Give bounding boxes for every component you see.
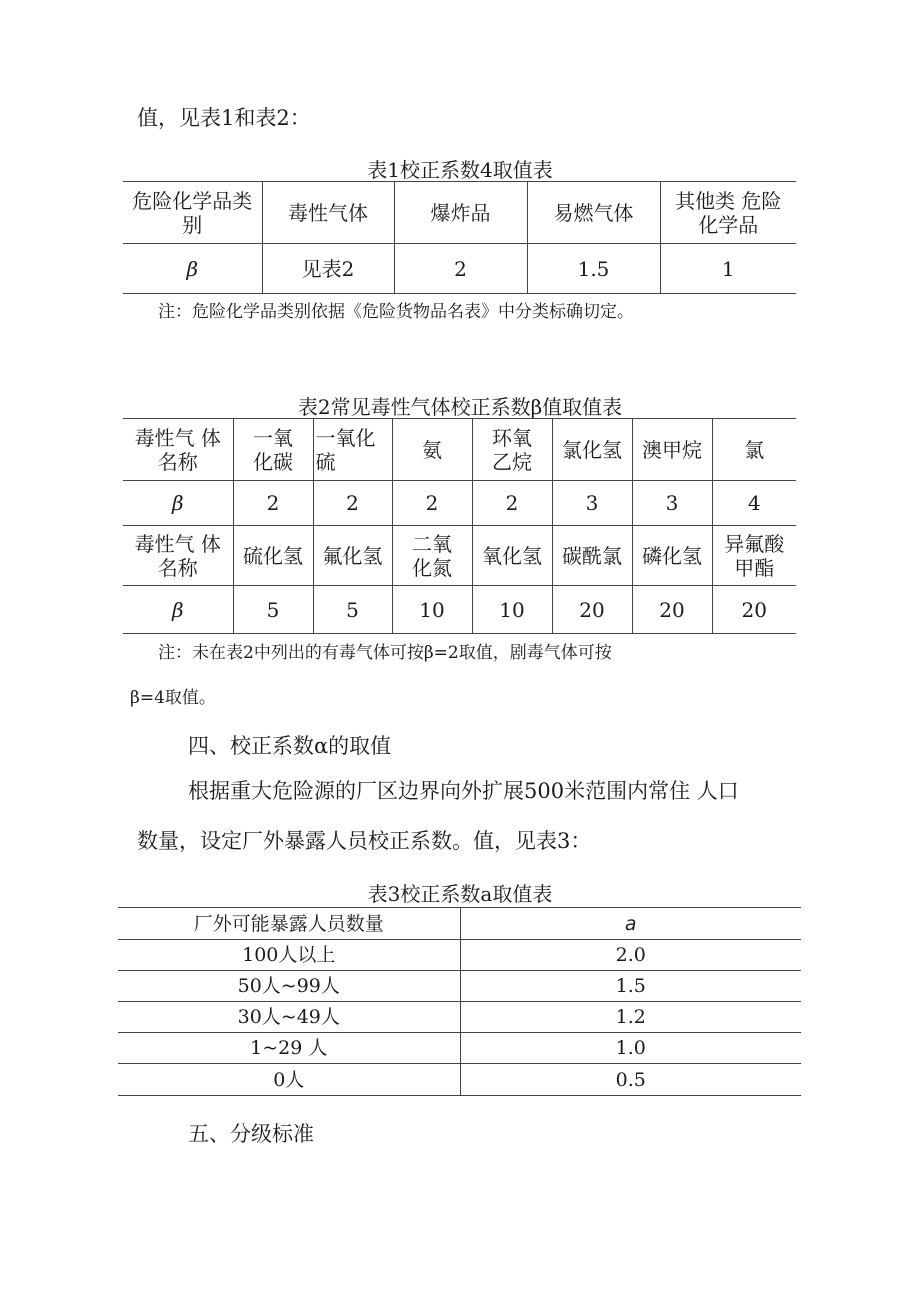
table2-header-cell: 毒性气 体名称 xyxy=(123,526,233,586)
table3-cell: 0.5 xyxy=(460,1064,801,1096)
table2-cell: β xyxy=(123,586,233,634)
table3-cell: 100人以上 xyxy=(118,940,460,971)
table2-cell: 20 xyxy=(552,586,632,634)
table2-header-cell: 氯 xyxy=(712,419,796,481)
table1-cell: 见表2 xyxy=(262,244,394,294)
table3-cell: 1.2 xyxy=(460,1002,801,1033)
table2-cell: 4 xyxy=(712,481,796,526)
table2 xyxy=(123,418,796,634)
table2-note-line2: β=4取值。 xyxy=(130,688,216,708)
table2-cell: 2 xyxy=(392,481,472,526)
table3-cell: 2.0 xyxy=(460,940,801,971)
table2-header-cell: 氧化氢 xyxy=(472,526,552,586)
table2-header-cell: 一氧化硫 xyxy=(313,419,392,481)
table1 xyxy=(123,181,796,294)
table1-cell: 1 xyxy=(660,244,796,294)
table2-cell: 5 xyxy=(233,586,313,634)
table3-cell: 1~29 人 xyxy=(118,1033,460,1064)
table1-cell: 1.5 xyxy=(527,244,660,294)
table2-cell: 10 xyxy=(472,586,552,634)
table2-header-cell: 二氧化氮 xyxy=(392,526,472,586)
section4-paragraph-line2: 数量，设定厂外暴露人员校正系数。值，见表3： xyxy=(137,829,592,853)
section4-paragraph-line1: 根据重大危险源的厂区边界向外扩展500米范围内常住 人口 xyxy=(188,779,739,803)
table2-cell: 20 xyxy=(632,586,712,634)
table2-caption: 表2常见毒性气体校正系数β值取值表 xyxy=(297,395,623,419)
table3-cell: 1.5 xyxy=(460,971,801,1002)
table2-header-cell: 硫化氢 xyxy=(233,526,313,586)
table2-header-cell: 环氧乙烷 xyxy=(472,419,552,481)
table2-header-cell: 碳酰氯 xyxy=(552,526,632,586)
table3-caption: 表3校正系数a取值表 xyxy=(367,882,553,906)
table3-header-cell: 厂外可能暴露人员数量 xyxy=(118,908,460,940)
table2-header-cell: 毒性气 体名称 xyxy=(123,419,233,481)
table2-cell: 2 xyxy=(313,481,392,526)
table1-header-cell: 危险化学品类别 xyxy=(123,182,262,244)
table2-cell: 2 xyxy=(233,481,313,526)
table3-cell: 30人~49人 xyxy=(118,1002,460,1033)
table3-header-cell: a xyxy=(460,908,801,940)
table2-header-cell: 一氧化碳 xyxy=(233,419,313,481)
table3 xyxy=(118,907,801,1096)
table2-cell: 3 xyxy=(552,481,632,526)
table2-header-cell: 氯化氢 xyxy=(552,419,632,481)
table2-header-cell: 澳甲烷 xyxy=(632,419,712,481)
table2-header-cell: 异氟酸甲酯 xyxy=(712,526,796,586)
table2-cell: 10 xyxy=(392,586,472,634)
table1-note: 注：危险化学品类别依据《危险货物品名表》中分类标确切定。 xyxy=(158,302,634,322)
table2-cell: 3 xyxy=(632,481,712,526)
table2-header-cell: 氨 xyxy=(392,419,472,481)
table2-note-line1: 注：未在表2中列出的有毒气体可按β=2取值，剧毒气体可按 xyxy=(158,643,612,663)
table1-caption: 表1校正系数4取值表 xyxy=(367,158,553,182)
table3-cell: 50人~99人 xyxy=(118,971,460,1002)
table2-header-cell: 磷化氢 xyxy=(632,526,712,586)
intro-line: 值，见表1和表2： xyxy=(137,106,311,130)
table2-cell: 20 xyxy=(712,586,796,634)
table2-header-cell: 氟化氢 xyxy=(313,526,392,586)
table1-header-cell: 其他类 危险化学品 xyxy=(660,182,796,244)
table3-cell: 0人 xyxy=(118,1064,460,1096)
table1-header-cell: 毒性气体 xyxy=(262,182,394,244)
table1-cell: β xyxy=(123,244,262,294)
table2-cell: 2 xyxy=(472,481,552,526)
table2-cell: 5 xyxy=(313,586,392,634)
table1-cell: 2 xyxy=(394,244,527,294)
table3-cell: 1.0 xyxy=(460,1033,801,1064)
table2-cell: β xyxy=(123,481,233,526)
table1-header-cell: 易燃气体 xyxy=(527,182,660,244)
table1-header-cell: 爆炸品 xyxy=(394,182,527,244)
section5-heading: 五、分级标准 xyxy=(188,1122,314,1146)
section4-heading: 四、校正系数α的取值 xyxy=(188,734,392,758)
